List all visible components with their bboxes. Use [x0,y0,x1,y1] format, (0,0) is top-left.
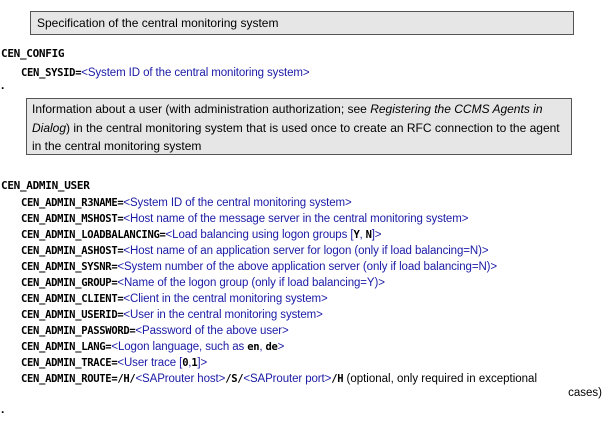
param-name: CEN_ADMIN_LANG= [21,341,112,353]
param-line-route [21,370,537,387]
param-line-client [21,290,328,307]
route-port: <SAProuter port> [243,373,332,385]
param-desc: <Client in the central monitoring system> [123,293,328,305]
param-name: CEN_ADMIN_CLIENT= [21,293,124,305]
spec-note-box [30,11,574,35]
param-desc: <System number of the above application server (only if load balancing=N)> [117,261,498,273]
param-name: CEN_ADMIN_LOADBALANCING= [21,229,166,241]
end-dot: . [1,78,5,92]
param-desc: <Host name of the message server in the central monitoring system> [123,213,469,225]
route-host-suffix: /H [331,373,344,385]
route-host-prefix: /H/ [117,373,136,385]
value-sep: , [188,357,192,369]
param-desc: <User in the central monitoring system> [123,309,323,321]
param-desc: <Load balancing using logon groups [ [165,229,354,241]
param-line-ashost [21,242,488,259]
value-n: N [365,229,372,241]
route-service-prefix: /S/ [225,373,244,385]
param-name: CEN_ADMIN_PASSWORD= [21,325,136,337]
value-sep: , [359,229,366,241]
value-one: 1 [191,357,198,369]
param-line-lang [21,338,284,355]
cen-config-keyword: CEN_CONFIG [1,47,65,60]
route-note-continued: cases) [568,387,602,399]
param-line-sysnr [21,258,497,275]
route-host: <SAProuter host> [135,373,226,385]
param-desc: <Host name of an application server for logon (only if load balancing=N)> [123,245,489,257]
param-name: CEN_ADMIN_GROUP= [21,277,118,289]
value-sep: , [259,341,266,353]
param-line-loadbalancing [21,226,381,243]
param-line-r3name [21,194,352,211]
param-name: CEN_ADMIN_ASHOST= [21,245,124,257]
param-name: CEN_ADMIN_USERID= [21,309,124,321]
param-desc: <Name of the logon group (only if load balancing=Y)> [117,277,385,289]
param-name: CEN_ADMIN_SYSNR= [21,261,118,273]
param-name: CEN_SYSID= [21,67,82,79]
note-text-after: ) in the central monitoring system that is used once to create an RFC connection to the agent in the central monitoring system [32,120,560,153]
note-text-before: Information about a user (with administration authorization; see [32,102,371,116]
param-line-group [21,274,385,291]
route-note: (optional, only required in exceptional [343,373,537,385]
user-info-note-box [26,98,572,155]
cen-admin-user-keyword: CEN_ADMIN_USER [1,179,90,192]
value-y: Y [353,229,360,241]
note-link-italic: Registering the CCMS Agents in Dialog [32,102,543,135]
param-line-password [21,322,289,339]
param-desc-end: > [277,341,285,353]
end-dot: . [1,402,5,416]
value-zero: 0 [182,357,189,369]
cen-sysid-line [21,64,309,81]
value-en: en [247,341,260,353]
param-desc: <User trace [ [117,357,183,369]
spec-note-text: Specification of the central monitoring system [37,16,279,30]
param-line-userid [21,306,323,323]
param-name: CEN_ADMIN_ROUTE= [21,373,118,385]
param-desc-end: ]> [371,229,382,241]
param-name: CEN_ADMIN_R3NAME= [21,197,124,209]
value-de: de [265,341,278,353]
param-line-mshost [21,210,468,227]
param-desc: <System ID of the central monitoring system> [81,67,310,79]
param-desc: <System ID of the central monitoring system> [123,197,352,209]
param-name: CEN_ADMIN_TRACE= [21,357,118,369]
param-line-trace [21,354,207,371]
param-desc: <Password of the above user> [135,325,289,337]
param-desc-end: ]> [197,357,208,369]
param-name: CEN_ADMIN_MSHOST= [21,213,124,225]
param-desc: <Logon language, such as [111,341,248,353]
